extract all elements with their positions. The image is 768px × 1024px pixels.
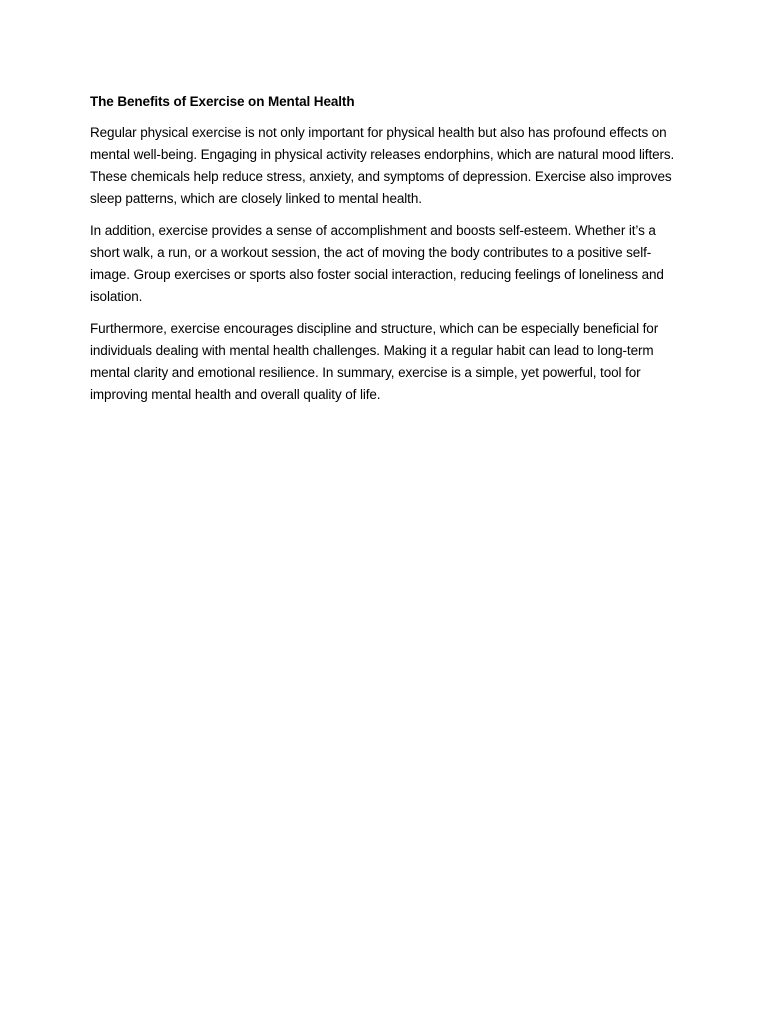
document-title: The Benefits of Exercise on Mental Health <box>90 94 355 109</box>
paragraph-2: In addition, exercise provides a sense of accomplishment and boosts self-esteem. Whether it’s a short walk, a run, or a workout session, the act of moving the body contributes to a positive self-image. Group exercises or sports also foster social interaction, reducing feelings of loneliness and isolation. <box>90 223 664 304</box>
paragraph-1: Regular physical exercise is not only important for physical health but also has profound effects on mental well-being. Engaging in physical activity releases endorphins, which are natural mood lifters. These chemicals help reduce stress, anxiety, and symptoms of depression. Exercise also improves sleep patterns, which are closely linked to mental health. <box>90 125 675 206</box>
document-page <box>90 92 680 416</box>
paragraph-3: Furthermore, exercise encourages discipline and structure, which can be especially beneficial for individuals dealing with mental health challenges. Making it a regular habit can lead to long-term mental clarity and emotional resilience. In summary, exercise is a simple, yet powerful, tool for improving mental health and overall quality of life. <box>90 321 659 402</box>
